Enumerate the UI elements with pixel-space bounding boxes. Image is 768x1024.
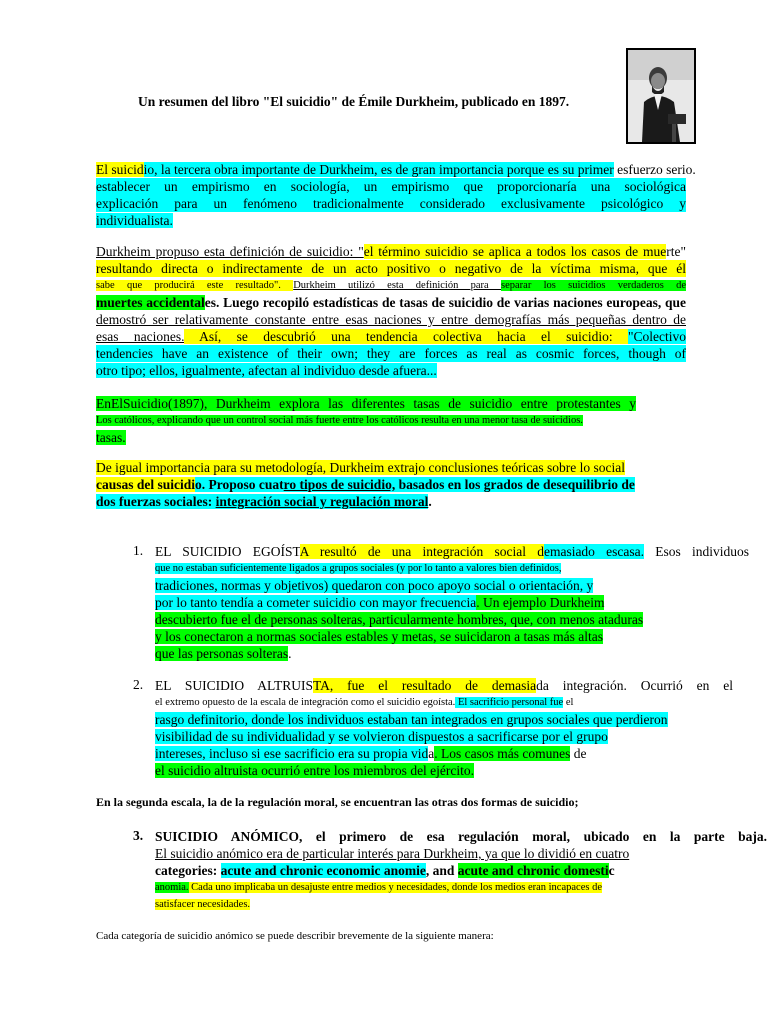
- text-span: de: [570, 746, 587, 761]
- text-span: .: [428, 494, 432, 509]
- highlight-cyan: ro tipos de suicidio,: [283, 477, 396, 492]
- highlight-cyan: dos fuerzas sociales:: [96, 494, 216, 509]
- item2-line-1: [155, 677, 733, 694]
- p1-line-1: [96, 161, 696, 178]
- text-span: EL SUICIDIO EGOÍST: [155, 544, 300, 559]
- list-item-altruist: [155, 677, 733, 779]
- text-span: da integración. Ocurrió en el: [536, 678, 733, 693]
- highlight-yellow: satisfacer necesidades.: [155, 899, 251, 910]
- highlight-green: que las personas solteras: [155, 646, 289, 661]
- list-number-2: 2.: [133, 677, 144, 692]
- text-span: es. Luego recopiló estadísticas de tasas de suicidio de varias naciones europeas, que: [204, 295, 687, 310]
- highlight-yellow: De igual importancia para su metodología, Durkheim extrajo conclusiones teóricas sobre lo social: [96, 460, 625, 475]
- highlight-green: muertes accidental: [96, 295, 205, 310]
- text-span: el extremo opuesto de la escala de integración como el suicidio egoísta.: [155, 697, 456, 708]
- item2-line-3: [155, 711, 733, 728]
- text-span: el: [563, 697, 574, 708]
- p1-line-3: explicación para un fenómeno tradicionalmente considerado exclusivamente psicológico y: [96, 196, 686, 211]
- scale-note: En la segunda escala, la de la regulación moral, se encuentran las otras dos formas de suicidio;: [96, 795, 579, 809]
- item1-line-2: [155, 560, 749, 577]
- highlight-cyan: rasgo definitorio, donde los individuos estaban tan integrados en grupos sociales que perdieron: [155, 712, 668, 727]
- highlight-yellow: sabe que producirá este resultado".: [96, 280, 294, 291]
- p4-line-1: [96, 459, 686, 476]
- highlight-cyan: otro tipo; ellos, igualmente, afectan al individuo desde afuera...: [96, 363, 437, 378]
- list-item-egoist: [155, 543, 749, 662]
- text-span: a: [428, 746, 435, 761]
- paragraph-protestants: [96, 395, 636, 446]
- highlight-yellow: causas del suicidi: [96, 477, 196, 492]
- closing-line: Cada categoría de suicidio anómico se puede describir brevemente de la siguiente manera:: [96, 930, 494, 942]
- paragraph-definition: [96, 243, 686, 379]
- item3-line-2: El suicidio anómico era de particular interés para Durkheim, ya que lo dividió en cuatro: [155, 846, 630, 861]
- p2-line-6: [96, 328, 686, 345]
- highlight-green: separar los suicidios verdaderos de: [501, 280, 687, 291]
- text-span: .: [288, 646, 292, 661]
- p2-line-7: tendencies have an existence of their own; they are forces as real as cosmic forces, though of: [96, 346, 686, 361]
- highlight-cyan: por lo tanto tendía a cometer suicidio con mayor frecuencia: [155, 595, 477, 610]
- item2-line-6: [155, 762, 733, 779]
- item2-line-5: [155, 745, 733, 762]
- item1-line-6: [155, 628, 749, 645]
- highlight-cyan: o. Proposo cuat: [195, 477, 284, 492]
- highlight-cyan: "Colectivo: [627, 329, 686, 344]
- highlight-cyan: integración social y regulación moral: [215, 494, 429, 509]
- list-number-3: 3.: [133, 828, 144, 843]
- p2-line-2: resultando directa o indirectamente de un acto positivo o negativo de la víctima misma, que él: [96, 261, 686, 276]
- highlight-yellow: El suicid: [96, 162, 144, 177]
- highlight-cyan: intereses, incluso si ese sacrificio era su propia vid: [155, 746, 429, 761]
- item2-line-2: [155, 694, 733, 711]
- highlight-yellow: Así, se descubrió una tendencia colectiva hacia el suicidio:: [184, 329, 628, 344]
- highlight-green: Los católicos, explicando que un control social más fuerte entre los católicos resulta en una menor tasa de suicidios.: [96, 415, 583, 426]
- text-span: categories:: [155, 863, 221, 878]
- item2-line-4: [155, 728, 733, 745]
- item3-line-4: [155, 879, 767, 896]
- text-span: Durkheim utilizó esta definición para: [293, 280, 501, 291]
- highlight-green: acute and chronic domesti: [457, 863, 609, 878]
- highlight-cyan: visibilidad de su individualidad y se volvieron dispuestos a sacrificarse por el grupo: [155, 729, 608, 744]
- text-span: EL SUICIDIO ALTRUIS: [155, 678, 314, 693]
- highlight-yellow: el término suicidio se aplica a todos los casos de mue: [363, 244, 667, 259]
- highlight-cyan: acute and chronic economic anomie: [220, 863, 426, 878]
- document-title: Un resumen del libro "El suicidio" de Émile Durkheim, publicado en 1897.: [138, 94, 570, 109]
- highlight-cyan: El sacrificio personal fue: [455, 697, 564, 708]
- p1-line-4: [96, 212, 686, 229]
- p2-line-5: demostró ser relativamente constante entre esas naciones y entre demografías más pequeñas dentro de: [96, 312, 686, 327]
- highlight-cyan: que no estaban suficientemente ligados a grupos sociales (y por lo tanto a valores bien definidos,: [155, 563, 562, 574]
- text-span: Durkheim propuso esta definición de suicidio: ": [96, 244, 364, 259]
- highlight-cyan: individualista.: [96, 213, 173, 228]
- item1-line-5: [155, 611, 749, 628]
- highlight-yellow: A resultó de una integración social d: [299, 544, 544, 559]
- p2-line-8: [96, 362, 686, 379]
- item3-line-5: [155, 896, 767, 913]
- list-number-1: 1.: [133, 543, 144, 558]
- p4-line-2: [96, 476, 686, 493]
- highlight-yellow: TA, fue el resultado de demasia: [313, 678, 537, 693]
- item3-line-3: [155, 862, 767, 879]
- p4-line-3: [96, 493, 686, 510]
- highlight-green: . Un ejemplo Durkheim: [476, 595, 605, 610]
- text-span: rte": [666, 244, 686, 259]
- highlight-green: EnElSuicidio(1897), Durkheim explora las diferentes tasas de suicidio entre protestantes y: [96, 396, 636, 411]
- highlight-green: tasas.: [96, 430, 126, 445]
- highlight-green: anomia.: [155, 882, 189, 893]
- p2-line-1: [96, 243, 686, 260]
- highlight-green: y los conectaron a normas sociales estables y metas, se suicidaron a tasas más altas: [155, 629, 603, 644]
- item1-line-1: [155, 543, 749, 560]
- highlight-green: . Los casos más comunes: [434, 746, 571, 761]
- paragraph-intro: [96, 161, 696, 229]
- highlight-green: el suicidio altruista ocurrió entre los miembros del ejército.: [155, 763, 475, 778]
- item1-line-4: [155, 594, 749, 611]
- highlight-green: descubierto fue el de personas solteras, particularmente hombres, que, con menos ataduras: [155, 612, 644, 627]
- text-span: esfuerzo serio.: [613, 162, 696, 177]
- p3-line-2: [96, 412, 636, 429]
- highlight-cyan: emasiado escasa.: [543, 544, 645, 559]
- highlight-cyan: tradiciones, normas y objetivos) quedaron con poco apoyo social o orientación, y: [155, 578, 594, 593]
- p2-line-4: [96, 294, 686, 311]
- text-span: c: [608, 863, 615, 878]
- text-span: Esos individuos: [644, 544, 749, 559]
- paragraph-methodology: [96, 459, 686, 510]
- p3-line-1: [96, 395, 636, 412]
- item3-line-1: SUICIDIO ANÓMICO, el primero de esa regulación moral, ubicado en la parte baja.: [155, 829, 767, 844]
- item1-line-3: [155, 577, 749, 594]
- highlight-cyan: basados en los grados de desequilibrio de: [395, 477, 635, 492]
- highlight-cyan: io, la tercera obra importante de Durkheim, es de gran importancia porque es su primer: [143, 162, 614, 177]
- highlight-yellow: Cada uno implicaba un desajuste entre medios y necesidades, donde los medios eran incapaces de: [188, 882, 602, 893]
- list-item-anomic: [155, 828, 767, 913]
- p1-line-2: establecer un empirismo en sociología, un empirismo que proporcionaría una sociológica: [96, 179, 686, 194]
- portrait-photo-icon: [626, 48, 696, 144]
- p2-line-3: [96, 277, 686, 294]
- item1-line-7: [155, 645, 749, 662]
- p3-line-3: [96, 429, 636, 446]
- text-span: esas naciones.: [96, 329, 185, 344]
- text-span: , and: [425, 863, 458, 878]
